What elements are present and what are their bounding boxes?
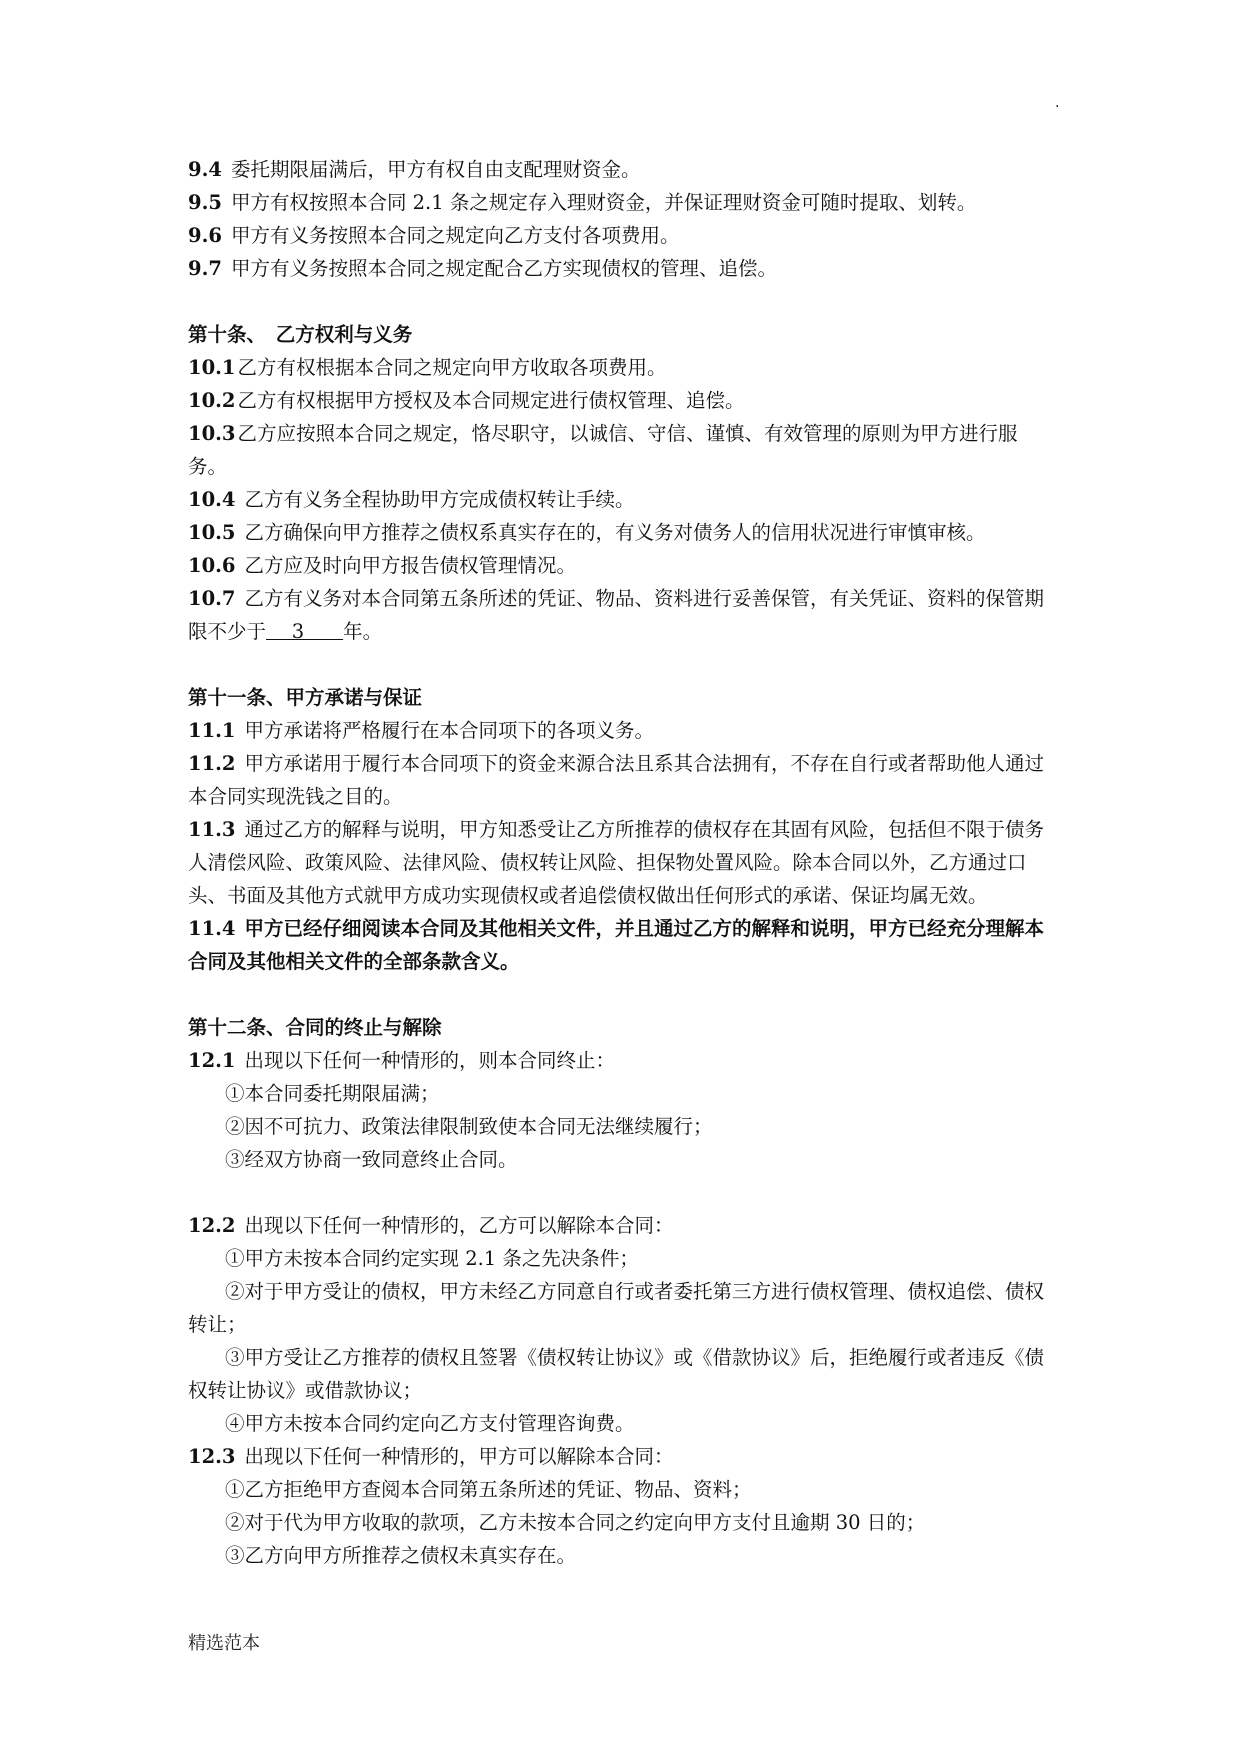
clause-text: 甲方已经仔细阅读本合同及其他相关文件，并且通过乙方的解释和说明，甲方已经充分理解本合同及其他相关文件的全部条款含义。 — [188, 917, 1045, 973]
clause-10-2 — [188, 384, 1056, 417]
clause-number: 11.3 — [188, 818, 236, 841]
clause-number: 9.7 — [188, 257, 222, 280]
clause-9-7 — [188, 252, 1056, 285]
clause-text: 出现以下任何一种情形的，甲方可以解除本合同： — [244, 1445, 674, 1468]
clause-number: 10.7 — [188, 587, 236, 610]
clause-number: 12.2 — [188, 1214, 236, 1237]
clause-number: 10.5 — [188, 521, 236, 544]
clause-11-2 — [188, 747, 1056, 813]
clause-12-1 — [188, 1044, 1056, 1077]
list-item: ①甲方未按本合同约定实现 2.1 条之先决条件； — [225, 1247, 639, 1270]
clause-text: 乙方有义务对本合同第五条所述的凭证、物品、资料进行妥善保管，有关凭证、资料的保管期限不少于 — [188, 587, 1045, 643]
clause-9-6 — [188, 219, 1056, 252]
list-item: ②对于代为甲方收取的款项，乙方未按本合同之约定向甲方支付且逾期 30 日的； — [225, 1511, 926, 1534]
clause-text: 乙方有权根据甲方授权及本合同规定进行债权管理、追偿。 — [237, 389, 745, 412]
section-11-heading: 第十一条、甲方承诺与保证 — [188, 686, 423, 709]
clause-number: 10.3 — [188, 422, 236, 445]
clause-number: 12.1 — [188, 1049, 236, 1072]
clause-10-6 — [188, 549, 1056, 582]
list-item: ③乙方向甲方所推荐之债权未真实存在。 — [225, 1544, 577, 1567]
clause-text: 委托期限届满后，甲方有权自由支配理财资金。 — [230, 158, 641, 181]
list-item: ③甲方受让乙方推荐的债权且签署《债权转让协议》或《借款协议》后，拒绝履行或者违反《债权转让协议》或借款协议； — [188, 1346, 1045, 1402]
clause-number: 10.6 — [188, 554, 236, 577]
clause-text: 乙方应按照本合同之规定，恪尽职守，以诚信、守信、谨慎、有效管理的原则为甲方进行服务。 — [188, 422, 1018, 478]
clause-text: 乙方有权根据本合同之规定向甲方收取各项费用。 — [237, 356, 667, 379]
section-10-heading: 第十条、 乙方权利与义务 — [188, 323, 413, 346]
clause-10-4 — [188, 483, 1056, 516]
clause-number: 11.2 — [188, 752, 236, 775]
list-item: ①本合同委托期限届满； — [225, 1082, 440, 1105]
clause-11-3 — [188, 813, 1056, 912]
clause-text: 甲方有权按照本合同 2.1 条之规定存入理财资金，并保证理财资金可随时提取、划转。 — [230, 191, 977, 214]
spacer — [188, 1176, 1056, 1209]
clause-text: 甲方承诺用于履行本合同项下的资金来源合法且系其合法拥有，不存在自行或者帮助他人通过本合同实现洗钱之目的。 — [188, 752, 1045, 808]
clause-12-2 — [188, 1209, 1056, 1242]
clause-text: 出现以下任何一种情形的，乙方可以解除本合同： — [244, 1214, 674, 1237]
clause-text: 甲方有义务按照本合同之规定配合乙方实现债权的管理、追偿。 — [230, 257, 777, 280]
clause-10-7 — [188, 582, 1056, 648]
clause-number: 9.6 — [188, 224, 222, 247]
clause-number: 10.2 — [188, 389, 236, 412]
clause-text: 甲方有义务按照本合同之规定向乙方支付各项费用。 — [230, 224, 680, 247]
section-12-heading: 第十二条、合同的终止与解除 — [188, 1016, 442, 1039]
clause-text: 乙方有义务全程协助甲方完成债权转让手续。 — [244, 488, 635, 511]
clause-text-end: 年。 — [343, 620, 383, 643]
list-item: ②因不可抗力、政策法律限制致使本合同无法继续履行； — [225, 1115, 713, 1138]
clause-9-5 — [188, 186, 1056, 219]
clause-number: 11.1 — [188, 719, 236, 742]
list-item: ①乙方拒绝甲方查阅本合同第五条所述的凭证、物品、资料； — [225, 1478, 752, 1501]
clause-9-4 — [188, 153, 1056, 186]
clause-10-5 — [188, 516, 1056, 549]
clause-11-1 — [188, 714, 1056, 747]
clause-number: 12.3 — [188, 1445, 236, 1468]
page-footer: 精选范本 — [188, 1633, 260, 1654]
clause-number: 10.1 — [188, 356, 236, 379]
clause-text: 出现以下任何一种情形的，则本合同终止： — [244, 1049, 616, 1072]
clause-10-3 — [188, 417, 1056, 483]
clause-10-1 — [188, 351, 1056, 384]
clause-text: 乙方确保向甲方推荐之债权系真实存在的，有义务对债务人的信用状况进行审慎审核。 — [244, 521, 986, 544]
list-item: ②对于甲方受让的债权，甲方未经乙方同意自行或者委托第三方进行债权管理、债权追偿、债权转让； — [188, 1280, 1045, 1336]
clause-11-4 — [188, 912, 1056, 978]
retention-years-blank: 3 — [266, 620, 344, 643]
clause-text: 通过乙方的解释与说明，甲方知悉受让乙方所推荐的债权存在其固有风险，包括但不限于债务人清偿风险、政策风险、法律风险、债权转让风险、担保物处置风险。除本合同以外，乙方通过口头、书面及其他方式就甲方成功实现债权或者追偿债权做出任何形式的承诺、保证均属无效。 — [188, 818, 1045, 907]
list-item: ③经双方协商一致同意终止合同。 — [225, 1148, 518, 1171]
clause-text: 甲方承诺将严格履行在本合同项下的各项义务。 — [244, 719, 655, 742]
clause-number: 9.4 — [188, 158, 222, 181]
page-marker: . — [1055, 95, 1060, 111]
clause-text: 乙方应及时向甲方报告债权管理情况。 — [244, 554, 577, 577]
clause-number: 10.4 — [188, 488, 236, 511]
list-item: ④甲方未按本合同约定向乙方支付管理咨询费。 — [225, 1412, 635, 1435]
clause-number: 11.4 — [188, 917, 236, 940]
clause-12-3 — [188, 1440, 1056, 1473]
contract-body — [188, 153, 1056, 1572]
clause-number: 9.5 — [188, 191, 222, 214]
